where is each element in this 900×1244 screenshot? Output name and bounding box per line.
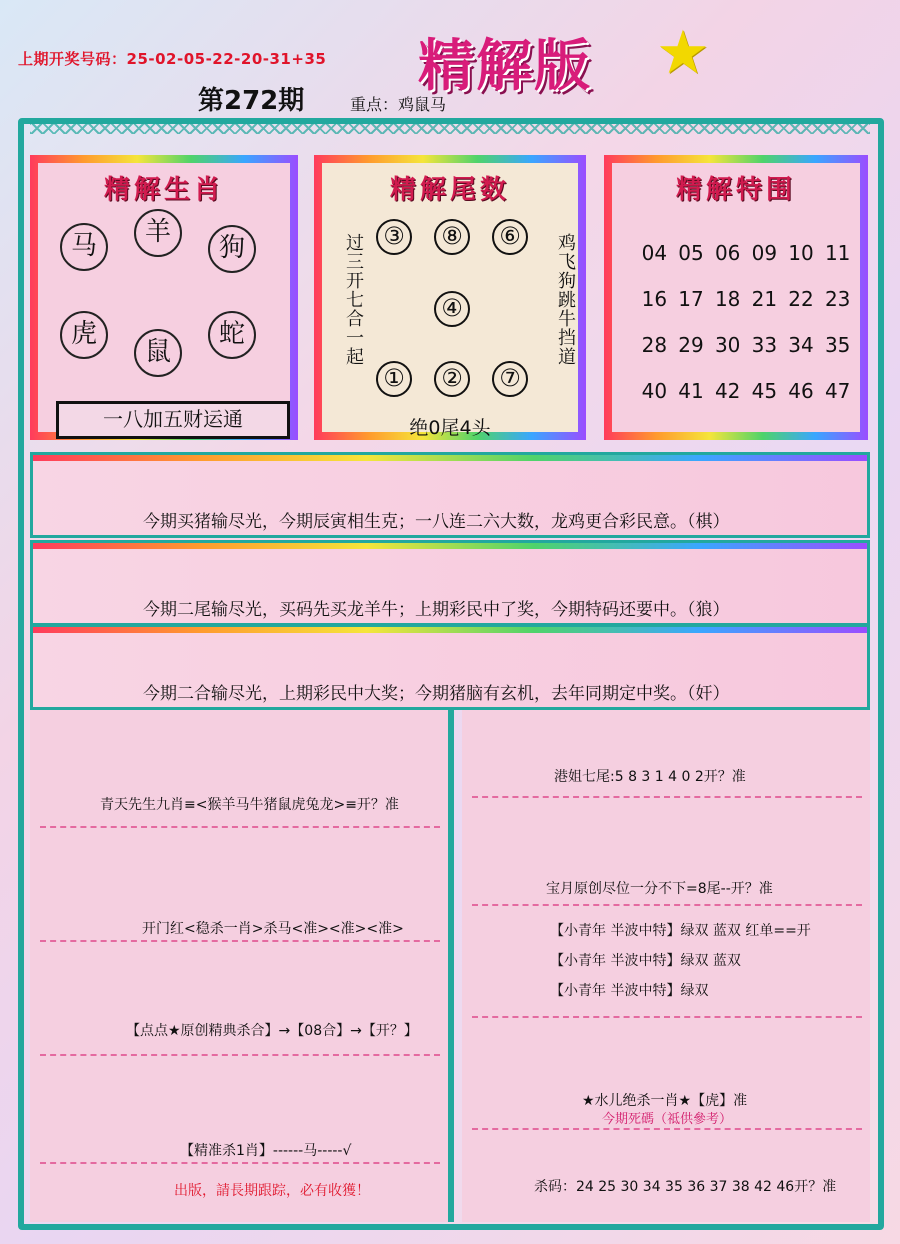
left-item: 【点点★原创精典杀合】→【08合】→【开？】 [126,1023,418,1039]
dash-divider [40,1162,440,1164]
special-number: 40 [641,379,668,403]
special-panel-title: 精解特围 [675,175,796,205]
title-logo: 精解版 [418,34,592,99]
tail-num: ① [376,361,412,397]
special-number: 29 [678,333,704,357]
motto-box: 一八加五财运通 [56,401,290,439]
tail-num: ⑦ [492,361,528,397]
special-number: 34 [788,333,814,357]
rhyme-text: 今期二合输尽光，上期彩民中大奖；今期猪脑有玄机，去年同期定中奖。（奸） [143,684,730,704]
special-number: 42 [714,379,741,403]
tail-num: ⑧ [434,219,470,255]
special-number: 33 [751,333,778,357]
tail-panel [314,155,586,440]
special-number: 45 [751,379,778,403]
special-number: 28 [641,333,668,357]
left-item: 青天先生九肖≡<猴羊马牛猪鼠虎兔龙>≡开？准 [100,797,399,813]
special-number: 04 [641,241,668,265]
tail-note: 绝0尾4头 [409,417,491,439]
special-number-grid [636,241,856,403]
special-number: 23 [824,287,851,311]
special-number: 10 [788,241,814,265]
tail-num: ③ [376,219,412,255]
dash-divider [472,904,862,906]
special-number: 35 [824,333,851,357]
right-vertical-rhyme: 鸡飞狗跳牛挡道 [555,233,576,366]
special-number: 41 [678,379,704,403]
special-number: 09 [751,241,778,265]
right-item: 【小青年 半波中特】绿双 [550,983,709,999]
special-number: 16 [641,287,668,311]
dash-divider [40,826,440,828]
dash-divider [472,796,862,798]
zodiac-panel-title: 精解生肖 [103,175,224,205]
tail-num: ④ [434,291,470,327]
zodiac-panel [30,155,298,440]
left-footer: 出版，請長期跟踪，必有收獲！ [174,1183,370,1199]
rhyme-row [30,624,870,710]
special-number: 46 [788,379,814,403]
tail-num: ⑥ [492,219,528,255]
special-number: 47 [824,379,851,403]
special-number: 17 [678,287,704,311]
right-column [462,710,870,1222]
dash-divider [40,1054,440,1056]
special-number: 11 [824,241,851,265]
zigzag-border [30,124,870,134]
dead-code-label: 今期死碼（祗供參考） [602,1112,733,1127]
zodiac-rat: 鼠 [134,329,182,377]
right-item: 宝月原创尽位一分不下=8尾--开？准 [546,881,773,897]
rhyme-row [30,540,870,626]
rainbow-divider [33,627,867,633]
left-item: 开门红<稳杀一肖>杀马<准><准><准> [142,921,404,937]
kill-codes: 杀码：24 25 30 34 35 36 37 38 42 46开？准 [534,1179,837,1195]
special-number: 18 [714,287,741,311]
right-item: 港姐七尾:5 8 3 1 4 0 2开？准 [554,769,746,785]
dash-divider [40,940,440,942]
special-number: 06 [714,241,741,265]
left-column [30,710,454,1222]
rhyme-text: 今期二尾输尽光，买码先买龙羊牛；上期彩民中了奖，今期特码还要中。（狼） [143,600,730,620]
rhyme-text: 今期买猪输尽光，今期辰寅相生克；一八连二六大数，龙鸡更合彩民意。（棋） [143,512,730,532]
zodiac-tiger: 虎 [60,311,108,359]
right-item: 【小青年 半波中特】绿双 蓝双 红单==开 [550,923,811,939]
zodiac-goat: 羊 [134,209,182,257]
left-vertical-rhyme: 过三开七合一起 [343,233,364,366]
right-item: 【小青年 半波中特】绿双 蓝双 [550,953,741,969]
special-number: 22 [788,287,814,311]
rainbow-divider [33,455,867,461]
issue-number: 第272期 [198,86,305,116]
right-item: ★水儿绝杀一肖★【虎】准 [582,1093,748,1109]
special-number: 21 [751,287,778,311]
special-number: 05 [678,241,704,265]
tail-panel-title: 精解尾数 [389,175,510,205]
zodiac-dog: 狗 [208,225,256,273]
rainbow-divider [33,543,867,549]
special-panel [604,155,868,440]
star-icon: ★ [656,18,710,88]
zodiac-horse: 马 [60,223,108,271]
rhyme-row [30,452,870,538]
zodiac-snake: 蛇 [208,311,256,359]
special-number: 30 [714,333,741,357]
last-draw-numbers: 上期开奖号码：25-02-05-22-20-31+35 [18,50,327,68]
dash-divider [472,1016,862,1018]
focus-zodiacs: 重点：鸡鼠马 [350,95,447,114]
tail-num: ② [434,361,470,397]
left-item: 【精准杀1肖】------马-----√ [180,1143,352,1159]
dash-divider [472,1128,862,1130]
